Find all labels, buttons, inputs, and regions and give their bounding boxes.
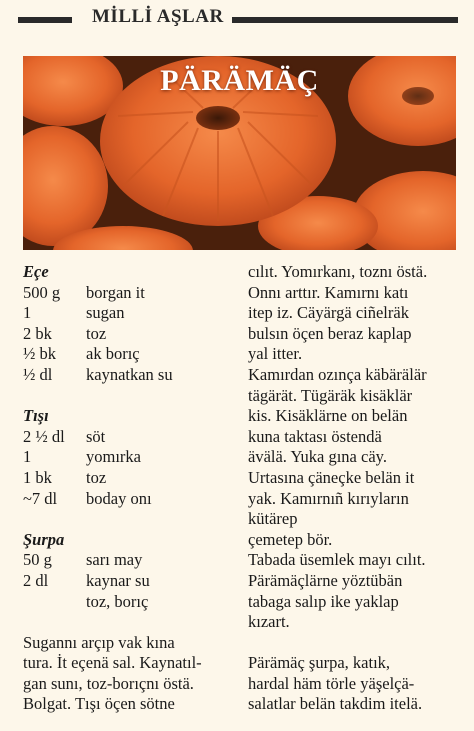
ingredient-qty: 2 dl <box>23 570 49 590</box>
ingredient-row <box>23 283 233 304</box>
text-line <box>248 633 460 654</box>
ingredient-name: borgan it <box>86 282 145 302</box>
ingredient-name: yomırka <box>86 447 141 467</box>
ingredient-row <box>23 365 233 386</box>
text-line: kis. Kisäklärne on belän <box>248 406 408 426</box>
text-line: kütärep <box>248 509 298 529</box>
text-line: hardal häm törle yäşelçä- <box>248 673 415 693</box>
section-ece <box>23 262 233 386</box>
text-line: Tabada üsemlek mayı cılıt. <box>248 550 426 570</box>
ingredient-qty: 2 ½ dl <box>23 426 65 446</box>
dish-photo <box>23 56 456 250</box>
ingredient-name: kaynatkan su <box>86 364 173 384</box>
ingredient-name: söt <box>86 426 106 446</box>
ingredient-row <box>23 427 233 448</box>
text-line: Pärämäçlärne yöztübän <box>248 570 403 590</box>
text-line: Onnı arttır. Kamırnı katı <box>248 282 409 302</box>
text-line: cılıt. Yomırkanı, toznı östä. <box>248 262 428 281</box>
ingredient-qty: 1 bk <box>23 467 52 487</box>
spacer <box>23 386 233 407</box>
text-line: Kamırdan ozınça käbärälär <box>248 364 427 384</box>
ingredient-row <box>23 468 233 489</box>
recipe-title: PÄRÄMÄÇ <box>160 64 319 97</box>
text-line: itep iz. Cäyärgä ciñelräk <box>248 303 409 323</box>
section-title: Tışı <box>23 406 49 426</box>
section-tisi <box>23 406 233 509</box>
text-line: salatlar belän takdim itelä. <box>248 694 423 714</box>
header-bar-left <box>18 17 72 23</box>
ingredient-name: sugan <box>86 303 125 323</box>
ingredient-qty: 500 g <box>23 282 61 302</box>
text-line: kuna taktası östendä <box>248 426 382 446</box>
ingredient-row <box>23 489 233 510</box>
text-line: Bolgat. Tışı öçen sötne <box>23 694 175 714</box>
section-title: Eçe <box>23 262 49 281</box>
ingredient-row <box>23 303 233 324</box>
ingredient-name: sarı may <box>86 550 143 570</box>
section-header <box>0 0 474 40</box>
text-line: Pärämäç şurpa, katık, <box>248 653 391 673</box>
instructions-column <box>248 262 460 715</box>
ingredient-qty: ~7 dl <box>23 488 58 508</box>
ingredient-qty: 1 <box>23 447 32 467</box>
ingredient-row <box>23 447 233 468</box>
ingredient-qty: 1 <box>23 303 32 323</box>
ingredient-qty: ½ bk <box>23 344 56 364</box>
ingredient-row <box>23 550 233 571</box>
ingredient-name: toz, borıç <box>86 591 149 611</box>
spacer <box>23 509 233 530</box>
ingredient-name: ak borıç <box>86 344 140 364</box>
spacer <box>23 612 233 633</box>
text-line: yak. Kamırnıñ kırıyların <box>248 488 409 508</box>
text-line: tabaga salıp ike yaklap <box>248 591 399 611</box>
instructions-left <box>23 633 233 715</box>
ingredient-name: toz <box>86 467 107 487</box>
ingredient-name: boday onı <box>86 488 152 508</box>
ingredient-name: toz <box>86 323 107 343</box>
ingredient-qty <box>23 592 86 613</box>
ingredient-row <box>23 344 233 365</box>
ingredients-column <box>23 262 233 715</box>
text-line: tura. İt eçenä sal. Kaynatıl- <box>23 653 202 673</box>
ingredient-qty: 2 bk <box>23 323 52 343</box>
ingredient-row <box>23 592 233 613</box>
ingredient-qty: 50 g <box>23 550 52 570</box>
text-line: Urtasına çäneçke belän it <box>248 467 415 487</box>
header-bar-right <box>232 17 458 23</box>
text-line: bulsın öçen beraz kaplap <box>248 323 412 343</box>
text-line: tägärät. Tügäräk kisäklär <box>248 385 413 405</box>
text-line: ävälä. Yuka gına cäy. <box>248 447 387 467</box>
text-line: çemetep bör. <box>248 529 333 549</box>
text-line: Sugannı arçıp vak kına <box>23 632 175 652</box>
section-title: Şurpa <box>23 529 65 549</box>
ingredient-row <box>23 571 233 592</box>
ingredient-name: kaynar su <box>86 570 150 590</box>
ingredient-qty: ½ dl <box>23 364 53 384</box>
text-line: gan sunı, toz-borıçnı östä. <box>23 673 194 693</box>
header-label: MİLLİ AŞLAR <box>92 6 224 27</box>
section-surpa <box>23 530 233 612</box>
ingredient-row <box>23 324 233 345</box>
text-line: yal itter. <box>248 344 303 364</box>
text-line: kızart. <box>248 612 290 632</box>
